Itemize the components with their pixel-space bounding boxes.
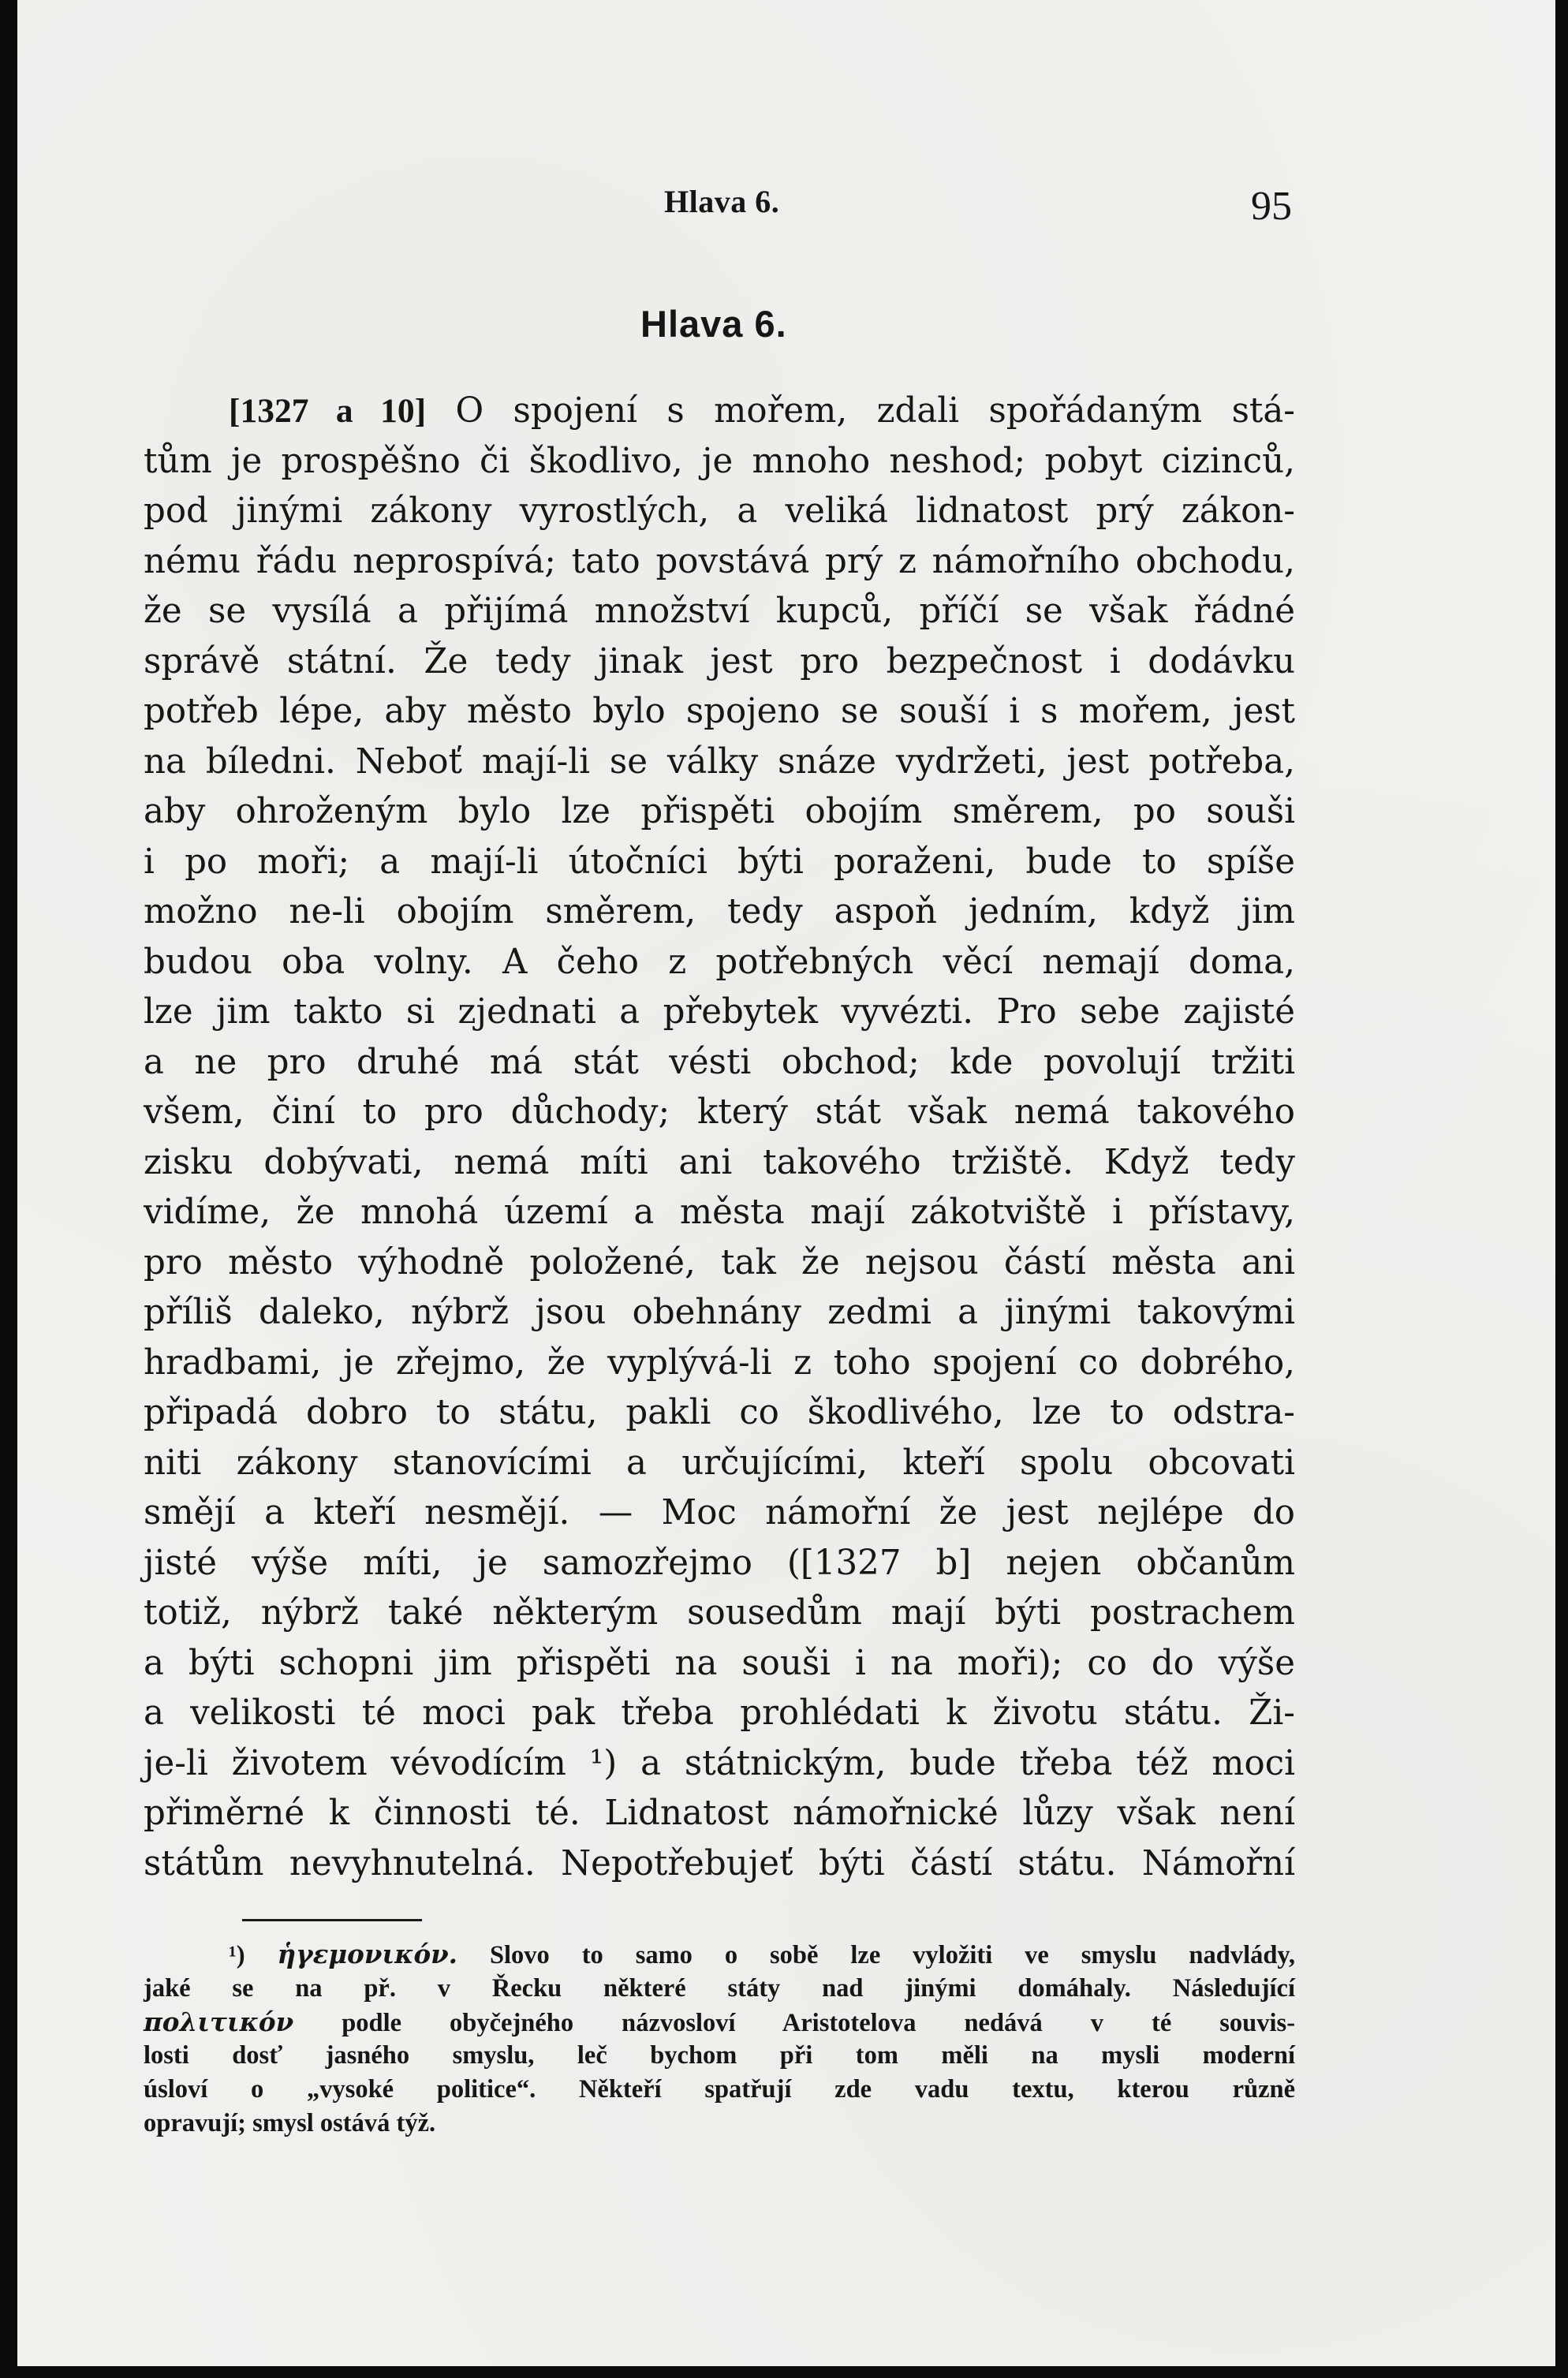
body-line: že se vysílá a přijímá množství kupců, příčí se však řádné bbox=[144, 592, 1295, 631]
body-line: totiž, nýbrž také některým sousedům mají býti postrachem bbox=[144, 1593, 1295, 1633]
footnote-line: opravují; smysl ostává týž. bbox=[144, 2108, 436, 2137]
body-line: [1327 a 10] O spojení s mořem, zdali spořádaným stá- bbox=[229, 391, 1296, 431]
body-line: nému řádu neprospívá; tato povstává prý z námořního obchodu, bbox=[144, 541, 1295, 581]
footnote-line: jaké se na př. v Řecku některé státy nad jinými domáhaly. Následující bbox=[144, 1973, 1295, 2003]
body-line: pod jinými zákony vyrostlých, a veliká lidnatost prý zákon- bbox=[144, 491, 1295, 531]
footnotes bbox=[144, 1938, 1295, 2141]
body-text bbox=[144, 386, 1295, 1889]
footnote-line: πολιτικόν podle obyčejného názvosloví Aristotelova nedává v té souvis- bbox=[144, 2006, 1296, 2037]
body-line: zisku dobývati, nemá míti ani takového tržiště. Když tedy bbox=[144, 1142, 1295, 1182]
body-line: jisté výše míti, je samozřejmo ([1327 b] nejen občanům bbox=[144, 1543, 1295, 1583]
body-line: na bíledni. Neboť mají-li se války snáze vydržeti, jest potřeba, bbox=[144, 741, 1295, 782]
book-page bbox=[17, 0, 1555, 2366]
body-line: je-li životem vévodícím ¹) a státnickým, bude třeba též moci bbox=[144, 1743, 1295, 1783]
body-line: a ne pro druhé má stát vésti obchod; kde povolují tržiti bbox=[144, 1042, 1295, 1082]
body-line: správě státní. Že tedy jinak jest pro bezpečnost i dodávku bbox=[144, 641, 1295, 681]
footnote-divider bbox=[242, 1919, 422, 1921]
body-line: budou oba volny. A čeho z potřebných věcí nemají doma, bbox=[144, 942, 1295, 982]
body-line: přiměrné k činnosti té. Lidnatost námořnické lůzy však není bbox=[144, 1794, 1295, 1833]
body-line: státům nevyhnutelná. Nepotřebujeť býti částí státu. Námořní bbox=[144, 1843, 1295, 1883]
body-line: všem, činí to pro důchody; který stát však nemá takového bbox=[144, 1092, 1295, 1132]
footnote-line: úsloví o „vysoké politice“. Někteří spatřují zde vadu textu, kterou různě bbox=[144, 2075, 1295, 2104]
footnote-marker: ¹) bbox=[229, 1941, 245, 1969]
body-line: smějí a kteří nesmějí. — Moc námořní že jest nejlépe do bbox=[144, 1493, 1295, 1532]
body-line: a býti schopni jim přispěti na souši i na moři); co do výše bbox=[144, 1643, 1295, 1683]
body-line: tům je prospěšno či škodlivo, je mnoho neshod; pobyt cizinců, bbox=[144, 441, 1295, 481]
body-line: možno ne-li obojím směrem, tedy aspoň jedním, když jim bbox=[144, 892, 1295, 931]
footnote-line: losti dosť jasného smyslu, leč bychom při tom měli na mysli moderní bbox=[144, 2041, 1295, 2070]
chapter-title: Hlava 6. bbox=[640, 303, 787, 345]
body-line: lze jim takto si zjednati a přebytek vyvézti. Pro sebe zajisté bbox=[144, 992, 1295, 1032]
body-line: i po moři; a mají-li útočníci býti poraženi, bude to spíše bbox=[144, 842, 1295, 882]
body-line: hradbami, je zřejmo, že vyplývá-li z toho spojení co dobrého, bbox=[144, 1342, 1295, 1383]
page-number: 95 bbox=[1251, 184, 1292, 229]
greek-term: ἡγεμονικόν. bbox=[277, 1939, 457, 1969]
body-line: a velikosti té moci pak třeba prohlédati k životu státu. Ži- bbox=[144, 1693, 1295, 1733]
bekker-reference: [1327 a 10] bbox=[229, 392, 427, 430]
body-line: niti zákony stanovícími a určujícími, kteří spolu obcovati bbox=[144, 1443, 1295, 1483]
body-line: aby ohroženým bylo lze přispěti obojím směrem, po souši bbox=[144, 792, 1295, 831]
body-line: připadá dobro to státu, pakli co škodlivého, lze to odstra- bbox=[144, 1393, 1295, 1432]
body-line: potřeb lépe, aby město bylo spojeno se souší i s mořem, jest bbox=[144, 692, 1295, 731]
body-line: pro město výhodně položené, tak že nejsou částí města ani bbox=[144, 1242, 1295, 1282]
running-header-title: Hlava 6. bbox=[664, 184, 780, 219]
footnote-line: ¹) ἡγεμονικόν. Slovo to samo o sobě lze vyložiti ve smyslu nadvlády, bbox=[229, 1939, 1296, 1969]
greek-term: πολιτικόν bbox=[144, 2006, 294, 2037]
body-line: příliš daleko, nýbrž jsou obehnány zedmi a jinými takovými bbox=[144, 1293, 1295, 1332]
body-line: vidíme, že mnohá území a města mají zákotviště i přístavy, bbox=[144, 1193, 1295, 1232]
